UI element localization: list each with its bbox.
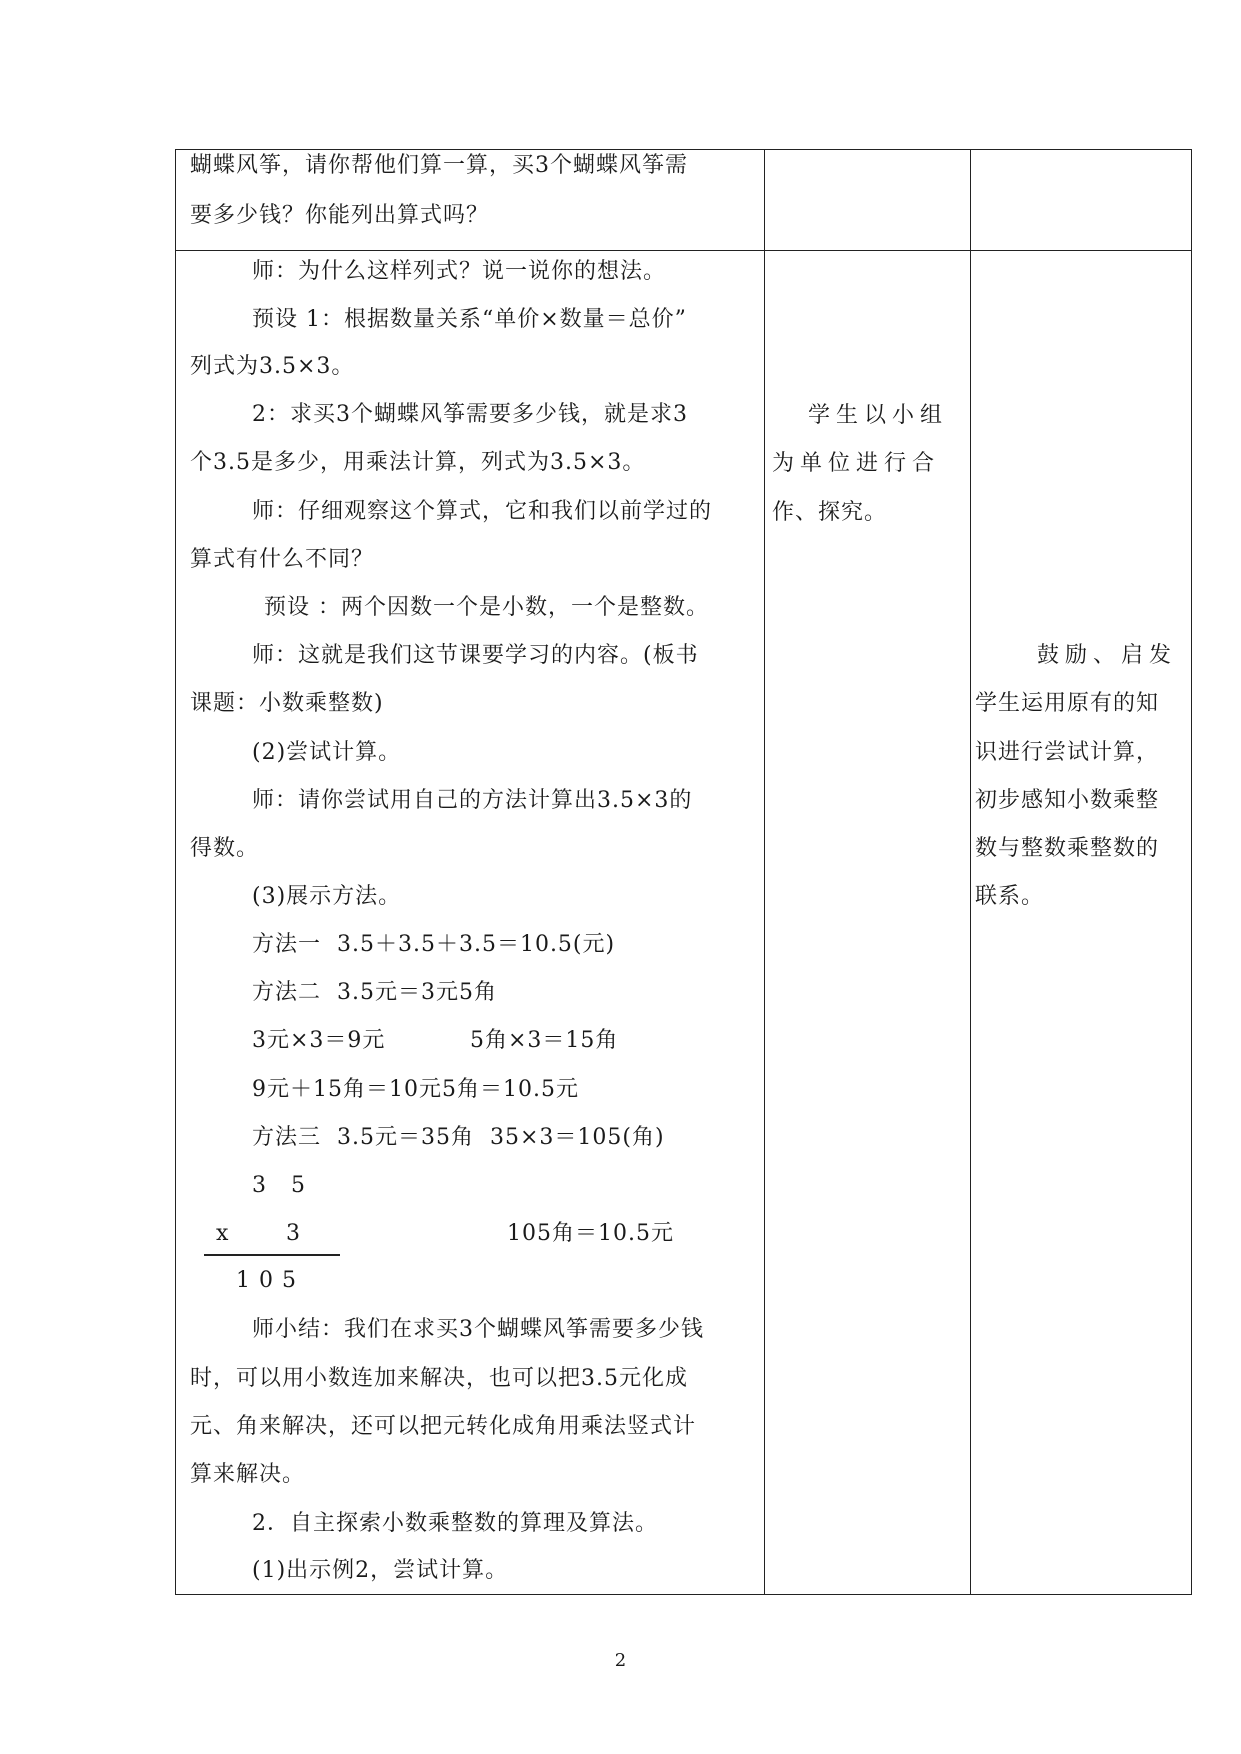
table-left-border <box>175 149 176 1595</box>
text-line: 2．自主探索小数乘整数的算理及算法。 <box>252 1511 658 1536</box>
table-top-border <box>175 149 1192 150</box>
text-line: 1 0 5 <box>236 1268 297 1293</box>
text-line: 方法三 3.5元＝35角 35×3＝105(角) <box>252 1125 665 1150</box>
text-line: 元、角来解决，还可以把元转化成角用乘法竖式计 <box>190 1414 697 1439</box>
student-activity-line: 学生以小组 <box>808 403 949 428</box>
text-line: 蝴蝶风筝，请你帮他们算一算，买3个蝴蝶风筝需 <box>190 153 688 178</box>
text-line: 9元＋15角＝10元5角＝10.5元 <box>252 1077 579 1102</box>
text-line: 师：仔细观察这个算式，它和我们以前学过的 <box>252 499 713 524</box>
text-line: 算来解决。 <box>190 1462 306 1487</box>
text-line: 师：请你尝试用自己的方法计算出3.5×3的 <box>252 788 693 813</box>
text-line: 5角×3＝15角 <box>470 1028 619 1053</box>
text-line: (2)尝试计算。 <box>252 740 402 765</box>
text-line: (1)出示例2，尝试计算。 <box>252 1558 509 1583</box>
text-line: 105角＝10.5元 <box>507 1221 674 1246</box>
row-divider <box>175 250 1192 251</box>
text-line: 3元×3＝9元 <box>252 1028 386 1053</box>
design-intent-line: 学生运用原有的知 <box>975 691 1160 716</box>
text-line: (3)展示方法。 <box>252 884 402 909</box>
text-line: 得数。 <box>190 836 260 861</box>
text-line: 师：为什么这样列式？说一说你的想法。 <box>252 259 667 284</box>
text-line: 预设 1：根据数量关系“单价×数量＝总价” <box>252 307 687 332</box>
student-activity-line: 为单位进行合 <box>772 451 941 476</box>
text-line: 方法一 3.5＋3.5＋3.5＝10.5(元) <box>252 932 616 957</box>
text-line: 师：这就是我们这节课要学习的内容。(板书 <box>252 643 699 668</box>
text-line: x <box>216 1221 230 1246</box>
text-line: 算式有什么不同？ <box>190 547 375 572</box>
column-divider-1 <box>764 149 765 1595</box>
design-intent-line: 鼓励、启发 <box>1037 643 1178 668</box>
text-line: 时，可以用小数连加来解决，也可以把3.5元化成 <box>190 1366 688 1391</box>
text-line: 列式为3.5×3。 <box>190 354 355 379</box>
text-line: 要多少钱？你能列出算式吗？ <box>190 203 490 228</box>
page-number: 2 <box>614 1650 627 1671</box>
text-line: 预设 ：两个因数一个是小数，一个是整数。 <box>264 595 709 620</box>
text-line: 方法二 3.5元＝3元5角 <box>252 980 497 1005</box>
text-line: 2：求买3个蝴蝶风筝需要多少钱，就是求3 <box>252 402 688 427</box>
table-right-border <box>1191 149 1192 1595</box>
design-intent-line: 数与整数乘整数的 <box>975 836 1160 861</box>
column-divider-2 <box>970 149 971 1595</box>
text-line: 3 5 <box>252 1173 306 1198</box>
text-line: 个3.5是多少，用乘法计算，列式为3.5×3。 <box>190 450 646 475</box>
design-intent-line: 识进行尝试计算， <box>975 740 1160 765</box>
table-bottom-border <box>175 1594 1192 1595</box>
student-activity-line: 作、探究。 <box>772 500 888 525</box>
multiplication-rule <box>204 1254 340 1256</box>
text-line: 师小结：我们在求买3个蝴蝶风筝需要多少钱 <box>252 1317 704 1342</box>
text-line: 3 <box>286 1221 301 1246</box>
design-intent-line: 初步感知小数乘整 <box>975 788 1160 813</box>
text-line: 课题：小数乘整数) <box>190 691 384 716</box>
design-intent-line: 联系。 <box>975 884 1045 909</box>
